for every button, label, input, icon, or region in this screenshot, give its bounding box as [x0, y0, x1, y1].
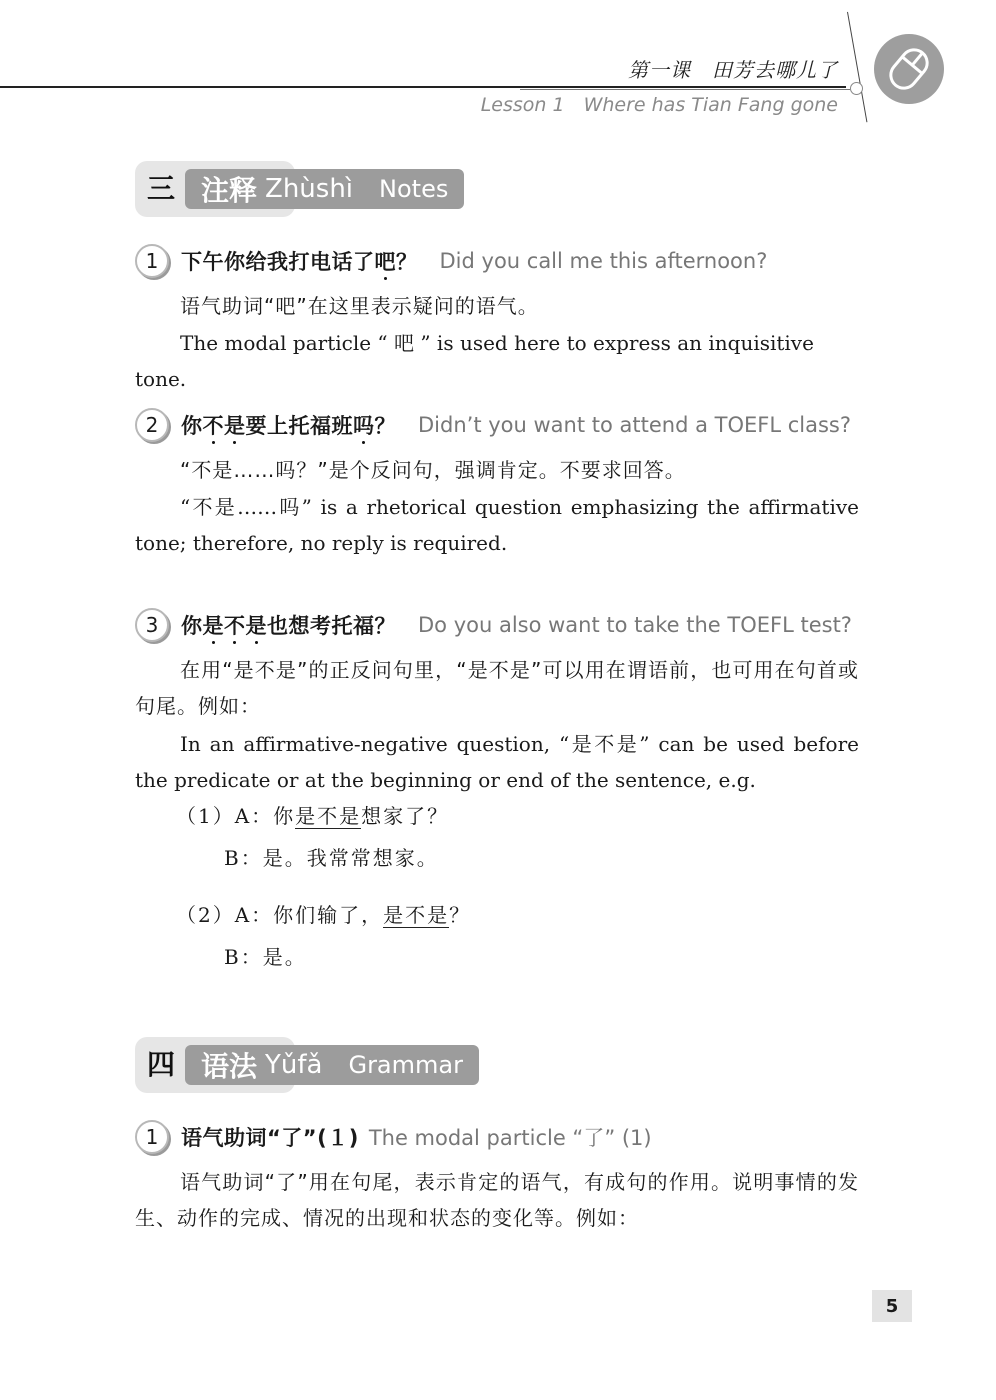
- header-lesson-cn: 第一课 田芳去哪儿了: [628, 58, 838, 82]
- grammar-title-cn: 语气助词“了”(１): [181, 1126, 359, 1150]
- example-2-b: B：是。: [224, 945, 307, 969]
- note-3-explain-cn: 在用“是不是”的正反问句里，“是不是”可以用在谓语前，也可用在句首或句尾。例如：: [135, 658, 859, 718]
- note-2-explain-cn: “不是……吗？”是个反问句，强调肯定。不要求回答。: [180, 458, 686, 482]
- note-sentence-en: Did you call me this afternoon?: [439, 249, 768, 273]
- grammar-number-badge: 1: [135, 1120, 169, 1154]
- note-sentence-en: Do you also want to take the TOEFL test?: [418, 613, 852, 637]
- note-1-explain-cn: 语气助词“吧”在这里表示疑问的语气。: [180, 294, 539, 318]
- section-notes-heading: [135, 161, 495, 217]
- header-lesson-en: Lesson 1 Where has Tian Fang gone: [480, 94, 838, 116]
- note-number-badge: 3: [135, 608, 169, 642]
- grammar-1-explain-cn: 语气助词“了”用在句尾，表示肯定的语气，有成句的作用。说明事情的发生、动作的完成、情况的出现和状态的变化等。例如：: [135, 1170, 859, 1230]
- section-grammar-heading: [135, 1037, 495, 1093]
- header-divider: [847, 12, 867, 122]
- note-sentence-en: Didn’t you want to attend a TOEFL class?: [418, 413, 851, 437]
- note-2-explain-en: “不是……吗” is a rhetorical question emphasizing the affirmative tone; therefore, no reply is required.: [135, 495, 859, 555]
- note-1-explain-en: The modal particle “ 吧 ” is used here to express an inquisitive tone.: [135, 331, 814, 391]
- note-1-heading: [135, 244, 767, 278]
- computer-mouse-icon: [874, 34, 944, 104]
- section-title-bar: [185, 169, 464, 209]
- grammar-title-en: The modal particle “了” (1): [368, 1126, 652, 1150]
- grammar-1-heading: [135, 1120, 652, 1154]
- note-2-heading: [135, 408, 851, 442]
- section-title-pinyin: Zhùshì: [265, 174, 354, 204]
- note-3-explain-en: In an affirmative-negative question, “是不是” can be used before the predicate or at the beginning or end of the sentence, e.g.: [135, 732, 859, 792]
- example-1-b: B：是。我常常想家。: [224, 846, 439, 870]
- section-title-bar: [185, 1045, 479, 1085]
- example-1-a: （1）A：你是不是想家了？: [176, 804, 450, 828]
- note-3-heading: [135, 608, 852, 642]
- section-title-en: Grammar: [348, 1051, 463, 1079]
- note-sentence-cn: 你不是要上托福班吗？: [181, 414, 396, 438]
- header-rule: [0, 86, 846, 88]
- section-number: 三: [147, 172, 176, 205]
- page-number: 5: [872, 1290, 912, 1322]
- note-sentence-cn: 下午你给我打电话了吧？: [181, 250, 418, 274]
- note-number-badge: 1: [135, 244, 169, 278]
- header-hook: [850, 82, 863, 95]
- section-number: 四: [147, 1048, 176, 1081]
- section-title-cn: 注释: [201, 174, 258, 207]
- note-number-badge: 2: [135, 408, 169, 442]
- underlined-phrase: 是不是: [295, 804, 362, 828]
- note-sentence-cn: 你是不是也想考托福？: [181, 614, 396, 638]
- section-title-en: Notes: [379, 175, 449, 203]
- underlined-phrase: 是不是: [383, 903, 450, 927]
- example-2-a: （2）A：你们输了，是不是？: [176, 903, 472, 927]
- section-title-cn: 语法: [201, 1050, 258, 1083]
- section-title-pinyin: Yǔfǎ: [265, 1050, 323, 1080]
